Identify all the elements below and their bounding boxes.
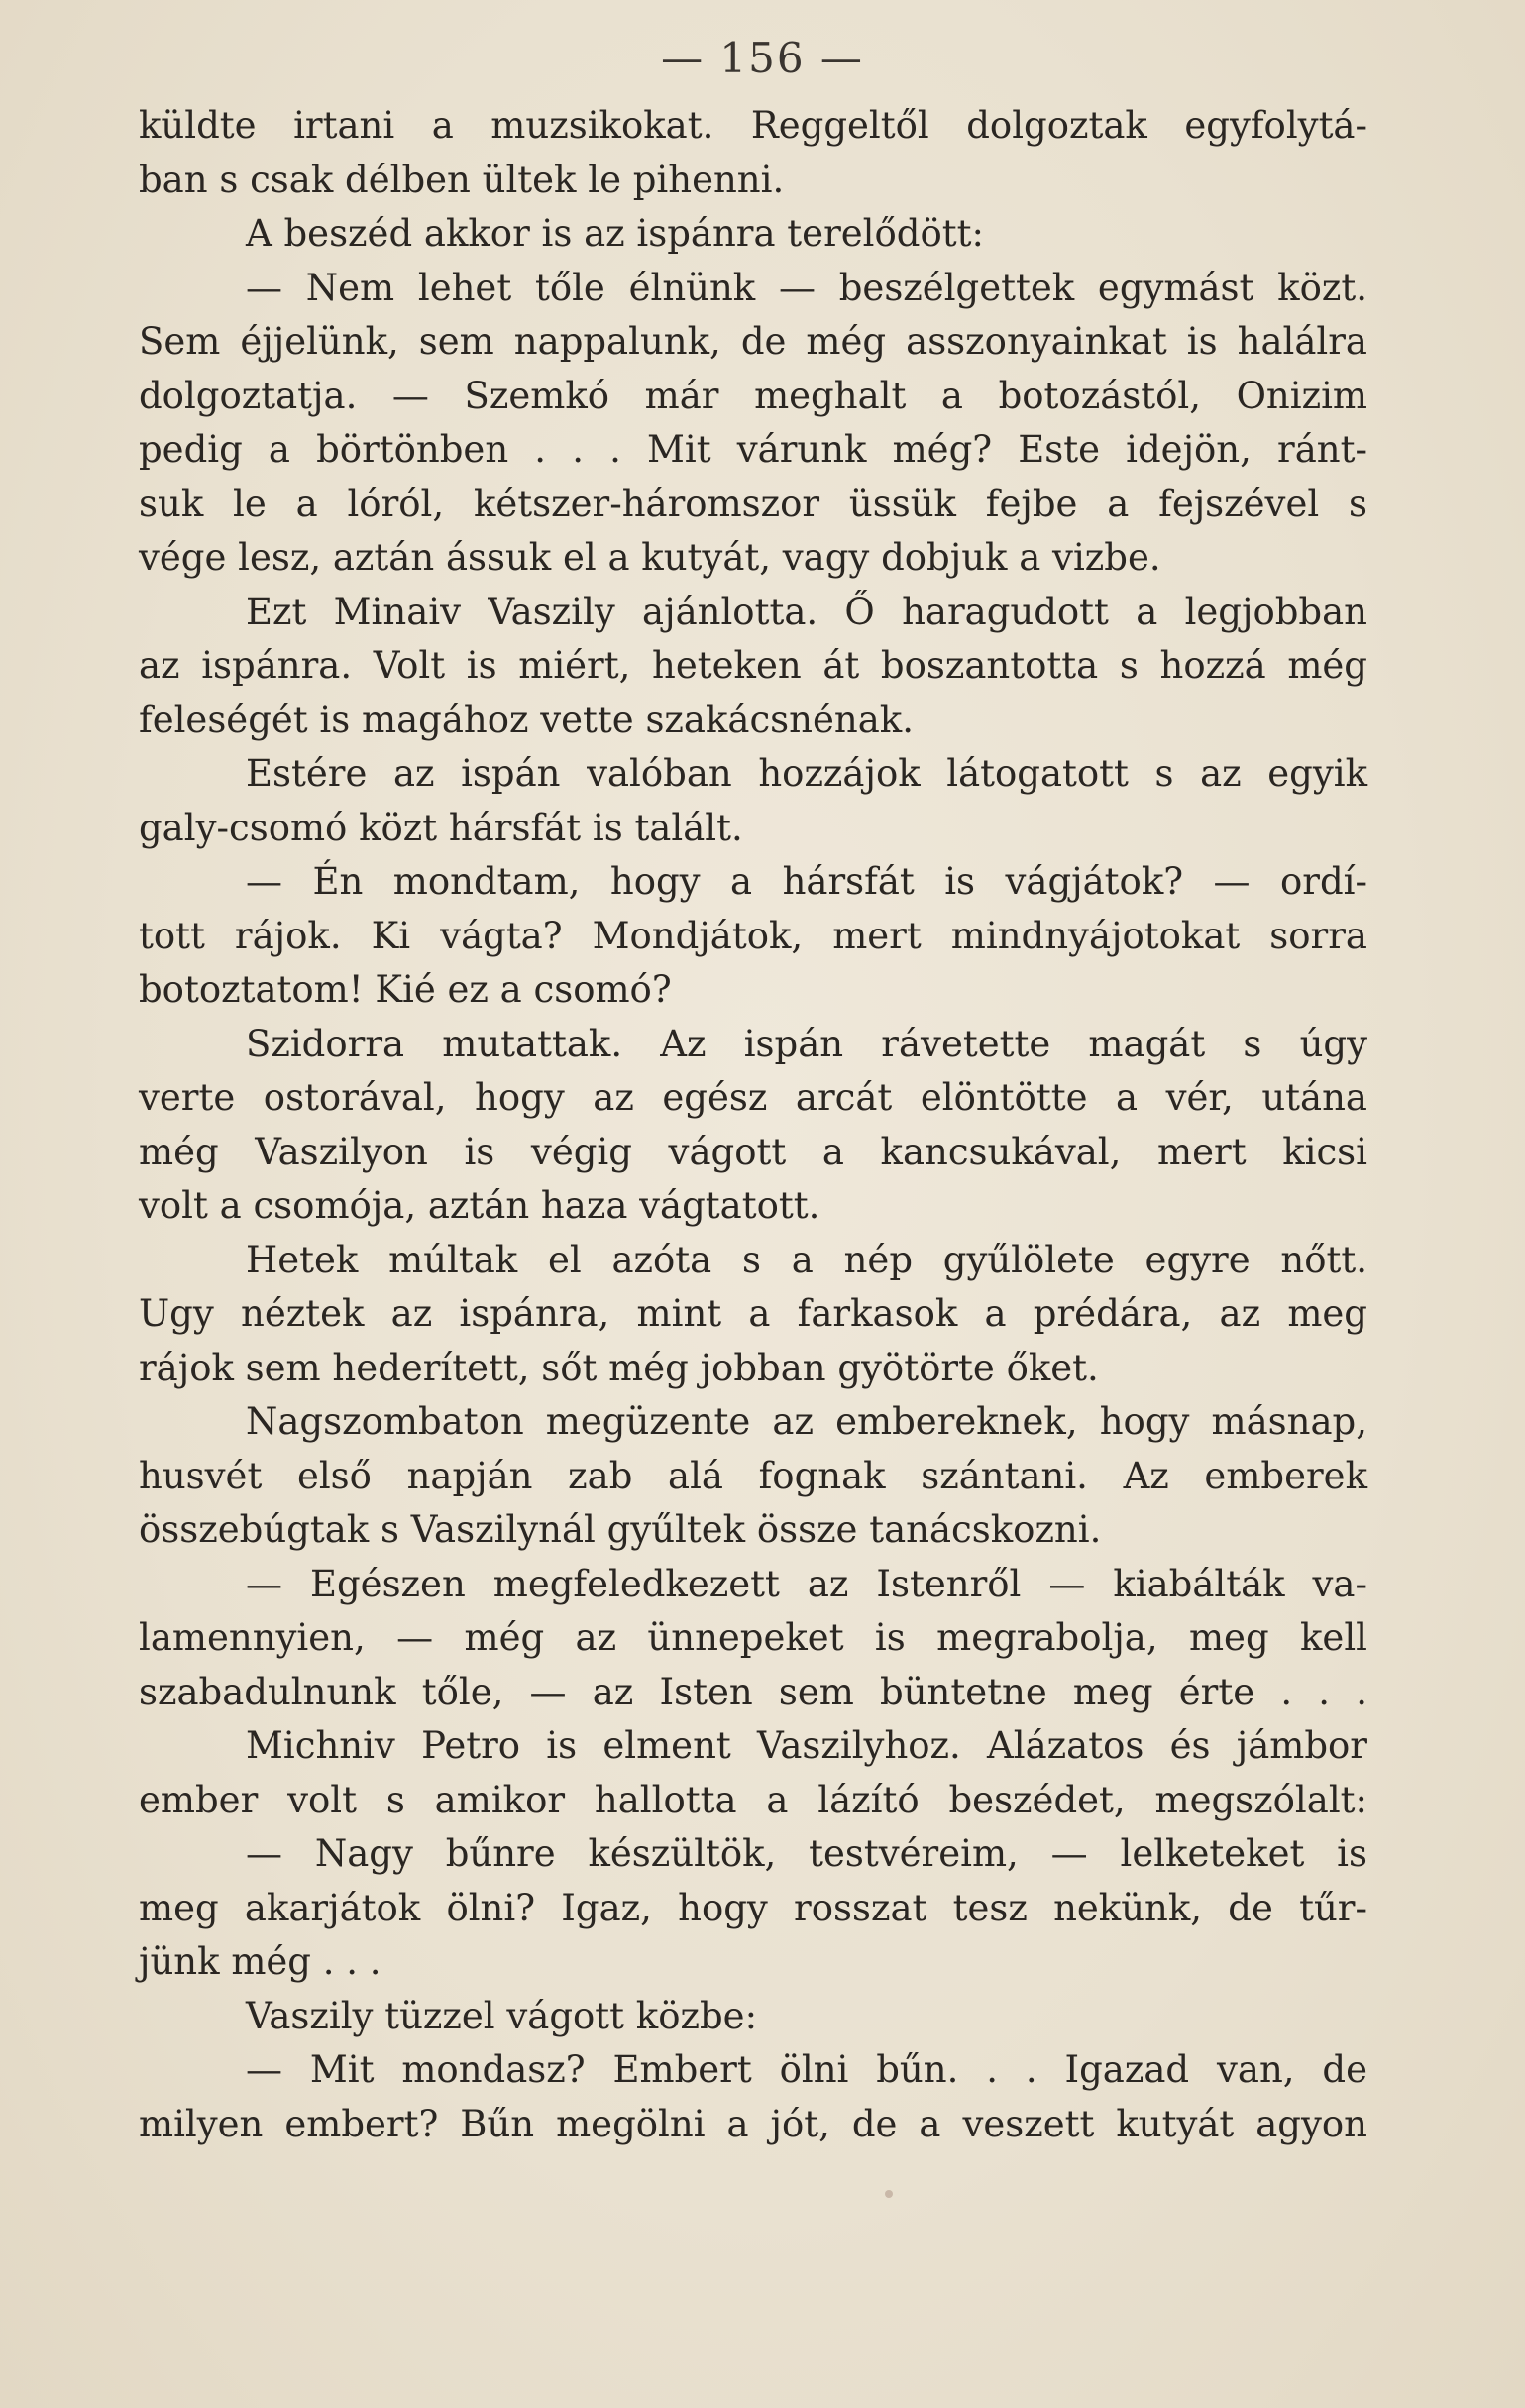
text-line: küldte irtani a muzsikokat. Reggeltől dolgoztak egyfolytá- <box>139 104 1367 147</box>
text-line: husvét első napján zab alá fognak szántani. Az emberek <box>139 1454 1367 1497</box>
text-line: volt a csomója, aztán haza vágtatott. <box>139 1184 820 1227</box>
text-line: Ugy néztek az ispánra, mint a farkasok a prédára, az meg <box>139 1292 1367 1335</box>
text-line: feleségét is magához vette szakácsnénak. <box>139 698 914 741</box>
text-line: ban s csak délben ültek le pihenni. <box>139 158 785 201</box>
text-line: Sem éjjelünk, sem nappalunk, de még asszonyainkat is halálra <box>139 320 1367 363</box>
text-line: milyen embert? Bűn megölni a jót, de a veszett kutyát agyon <box>139 2102 1367 2145</box>
text-line: Michniv Petro is elment Vaszilyhoz. Alázatos és jámbor <box>246 1724 1367 1767</box>
text-line: Vaszily tüzzel vágott közbe: <box>246 1994 758 2037</box>
text-line: A beszéd akkor is az ispánra terelődött: <box>246 212 984 255</box>
page-number: — 156 — <box>661 34 864 82</box>
text-line: — Egészen megfeledkezett az Istenről — kiabálták va- <box>246 1562 1367 1605</box>
text-line: Nagszombaton megüzente az embereknek, hogy másnap, <box>246 1400 1367 1443</box>
text-line: ember volt s amikor hallotta a lázító beszédet, megszólalt: <box>139 1778 1367 1821</box>
text-line: — Nagy bűnre készültök, testvéreim, — lelketeket is <box>246 1832 1367 1875</box>
text-line: Ezt Minaiv Vaszily ajánlotta. Ő haragudott a legjobban <box>246 590 1367 633</box>
text-line: botoztatom! Kié ez a csomó? <box>139 968 672 1011</box>
text-body <box>139 99 1367 2151</box>
text-line: összebúgtak s Vaszilynál gyűltek össze tanácskozni. <box>139 1508 1102 1551</box>
text-line: — Én mondtam, hogy a hársfát is vágjátok? — ordí- <box>246 860 1367 903</box>
text-line: Estére az ispán valóban hozzájok látogatott s az egyik <box>246 752 1367 795</box>
text-line: Szidorra mutattak. Az ispán rávetette magát s úgy <box>246 1022 1367 1065</box>
text-line: még Vaszilyon is végig vágott a kancsukával, mert kicsi <box>139 1130 1367 1173</box>
text-line: vége lesz, aztán ássuk el a kutyát, vagy dobjuk a vizbe. <box>139 536 1161 579</box>
text-line: suk le a lóról, kétszer-háromszor üssük fejbe a fejszével s <box>139 482 1367 525</box>
text-line: verte ostorával, hogy az egész arcát elöntötte a vér, utána <box>139 1076 1367 1119</box>
text-line: tott rájok. Ki vágta? Mondjátok, mert mindnyájotokat sorra <box>139 914 1367 957</box>
text-line: galy-csomó közt hársfát is talált. <box>139 806 743 849</box>
text-line: — Mit mondasz? Embert ölni bűn. . . Igazad van, de <box>246 2048 1367 2091</box>
text-line: pedig a börtönben . . . Mit várunk még? Este idejön, ránt- <box>139 428 1367 471</box>
text-line: jünk még . . . <box>139 1940 381 1983</box>
paper-speck <box>885 2190 893 2198</box>
text-line: lamennyien, — még az ünnepeket is megrabolja, meg kell <box>139 1616 1367 1659</box>
text-line: — Nem lehet tőle élnünk — beszélgettek egymást közt. <box>246 266 1367 309</box>
text-line: meg akarjátok ölni? Igaz, hogy rosszat tesz nekünk, de tűr- <box>139 1886 1367 1929</box>
text-line: Hetek múltak el azóta s a nép gyűlölete egyre nőtt. <box>246 1238 1367 1281</box>
text-line: dolgoztatja. — Szemkó már meghalt a botozástól, Onizim <box>139 374 1367 417</box>
text-line: rájok sem hederített, sőt még jobban gyötörte őket. <box>139 1346 1099 1389</box>
text-line: szabadulnunk tőle, — az Isten sem büntetne meg érte . . . <box>139 1670 1367 1713</box>
text-line: az ispánra. Volt is miért, heteken át boszantotta s hozzá még <box>139 644 1367 687</box>
